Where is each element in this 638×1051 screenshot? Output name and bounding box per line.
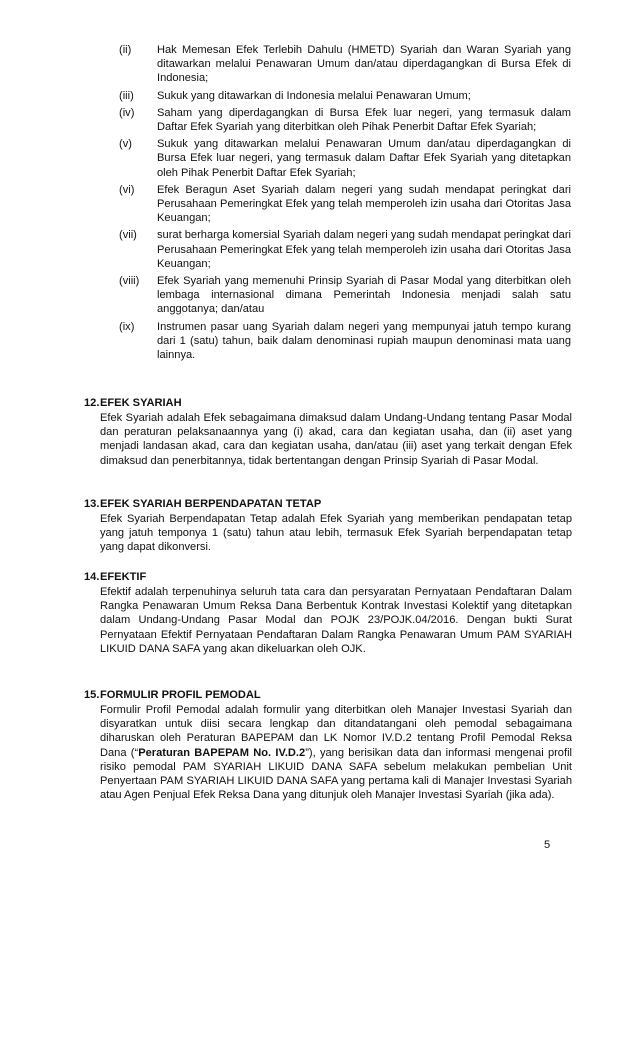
list-item — [119, 43, 571, 86]
list-item-text: Efek Syariah yang memenuhi Prinsip Syariah di Pasar Modal yang diterbitkan oleh lembaga internasional dimana Pemerintah Indonesia menjadi salah satu anggotanya; dan/atau — [157, 275, 571, 316]
list-item-number: (ii) — [119, 44, 132, 56]
list-item-number: (vi) — [119, 183, 135, 196]
section-title: EFEK SYARIAH BERPENDAPATAN TETAP — [100, 498, 322, 510]
section-body: Efek Syariah adalah Efek sebagaimana dimaksud dalam Undang-Undang tentang Pasar Modal dan peraturan pelaksanaannya yang (i) akad, cara dan kegiatan usaha, dan (ii) aset yang menjadi landasan akad, cara dan kegiatan usaha, dan/atau (iii) aset yang terkait dengan Efek dimaksud dan penerbitannya, tidak bertentangan dengan Prinsip Syariah di Pasar Modal. — [100, 412, 572, 467]
section-body — [84, 703, 572, 802]
list-item-text: Sukuk yang ditawarkan melalui Penawaran Umum dan/atau diperdagangkan di Bursa Efek luar negeri, yang termasuk dalam Daftar Efek Syariah yang ditetapkan oleh Pihak Penerbit Daftar Efek Syariah; — [157, 138, 571, 179]
section-efektif — [84, 570, 572, 656]
list-item-text: Efek Beragun Aset Syariah dalam negeri yang sudah mendapat peringkat dari Perusahaan Pemeringkat Efek yang telah memperoleh izin usaha dari Otoritas Jasa Keuangan; — [157, 183, 571, 225]
list-item — [119, 89, 571, 103]
list-item — [119, 228, 571, 271]
list-item-text: Instrumen pasar uang Syariah dalam negeri yang mempunyai jatuh tempo kurang dari 1 (satu) tahun, baik dalam denominasi rupiah maupun denominasi mata uang lainnya. — [157, 320, 571, 362]
list-item-text: surat berharga komersial Syariah dalam negeri yang sudah mendapat peringkat dari Perusahaan Pemeringkat Efek yang telah memperoleh izin usaha dari Otoritas Jasa Keuangan; — [157, 229, 571, 270]
section-body-text: ”), yang berisikan data dan informasi mengenai profil risiko pemodal PAM SYARIAH LIKUID DANA SAFA sebelum melakukan pembelian Unit Penyertaan PAM SYARIAH LIKUID DANA SAFA yang pertama kali di Manajer Investasi Syariah atau Agen Penjual Efek Reksa Dana yang ditunjuk oleh Manajer Investasi Syariah (jika ada). — [100, 746, 572, 802]
list-item — [119, 137, 571, 180]
section-heading — [84, 688, 572, 703]
list-item — [119, 274, 571, 317]
list-item — [119, 320, 571, 363]
section-body-text: Formulir Profil Pemodal adalah formulir yang diterbitkan oleh Manajer Investasi Syariah dan disyaratkan untuk diisi secara lengkap dan ditandatangani oleh pemodal sebagaimana diharuskan oleh Peraturan BAPEPAM dan LK Nomor IV.D.2 tentang Profil Pemodal Reksa Dana (“ — [100, 704, 572, 759]
list-item — [119, 183, 571, 226]
section-heading — [84, 497, 572, 512]
section-heading — [84, 396, 572, 411]
list-item-number: (viii) — [119, 275, 140, 288]
section-number: 14. — [84, 571, 100, 583]
page-number: 5 — [544, 839, 551, 851]
section-title: EFEKTIF — [100, 571, 147, 583]
list-item-number: (v) — [119, 138, 132, 151]
section-efek-syariah-berpendapatan-tetap — [84, 497, 572, 555]
section-title: FORMULIR PROFIL PEMODAL — [100, 689, 261, 701]
section-body: Efek Syariah Berpendapatan Tetap adalah Efek Syariah yang memberikan pendapatan tetap yang jatuh temponya 1 (satu) tahun atau lebih, termasuk Efek Syariah berpendapatan tetap yang dapat dikonversi. — [100, 513, 572, 554]
list-item-number: (iv) — [119, 106, 135, 119]
section-number: 12. — [84, 397, 100, 409]
section-number: 13. — [84, 498, 100, 510]
list-item — [119, 106, 571, 134]
list-item-text: Hak Memesan Efek Terlebih Dahulu (HMETD) Syariah dan Waran Syariah yang ditawarkan melalui Penawaran Umum dan/atau diperdagangkan di Bursa Efek di Indonesia; — [157, 44, 571, 85]
list-item-number: (iii) — [119, 89, 134, 102]
list-item-text: Sukuk yang ditawarkan di Indonesia melalui Penawaran Umum; — [157, 89, 471, 102]
list-item-number: (ix) — [119, 320, 135, 333]
section-body: Efektif adalah terpenuhinya seluruh tata cara dan persyaratan Pernyataan Pendaftaran Dalam Rangka Penawaran Umum Reksa Dana Berbentuk Kontrak Investasi Kolektif yang ditetapkan dalam Undang-Undang Pasar Modal dan POJK 23/POJK.04/2016. Dengan bukti Surat Pernyataan Efektif Pernyataan Pendaftaran Dalam Rangka Penawaran Umum PAM SYARIAH LIKUID DANA SAFA yang akan dikeluarkan oleh OJK. — [100, 586, 572, 655]
regulation-reference: Peraturan BAPEPAM No. IV.D.2 — [138, 746, 306, 759]
eligible-securities-list — [119, 43, 571, 362]
list-item-text: Saham yang diperdagangkan di Bursa Efek luar negeri, yang termasuk dalam Daftar Efek Syariah yang diterbitkan oleh Pihak Penerbit Daftar Efek Syariah; — [157, 106, 571, 134]
section-title: EFEK SYARIAH — [100, 397, 182, 409]
section-formulir-profil-pemodal — [84, 688, 572, 802]
section-efek-syariah — [84, 396, 572, 468]
section-number: 15. — [84, 689, 100, 701]
section-heading — [84, 570, 572, 585]
list-item-number: (vii) — [119, 229, 137, 242]
